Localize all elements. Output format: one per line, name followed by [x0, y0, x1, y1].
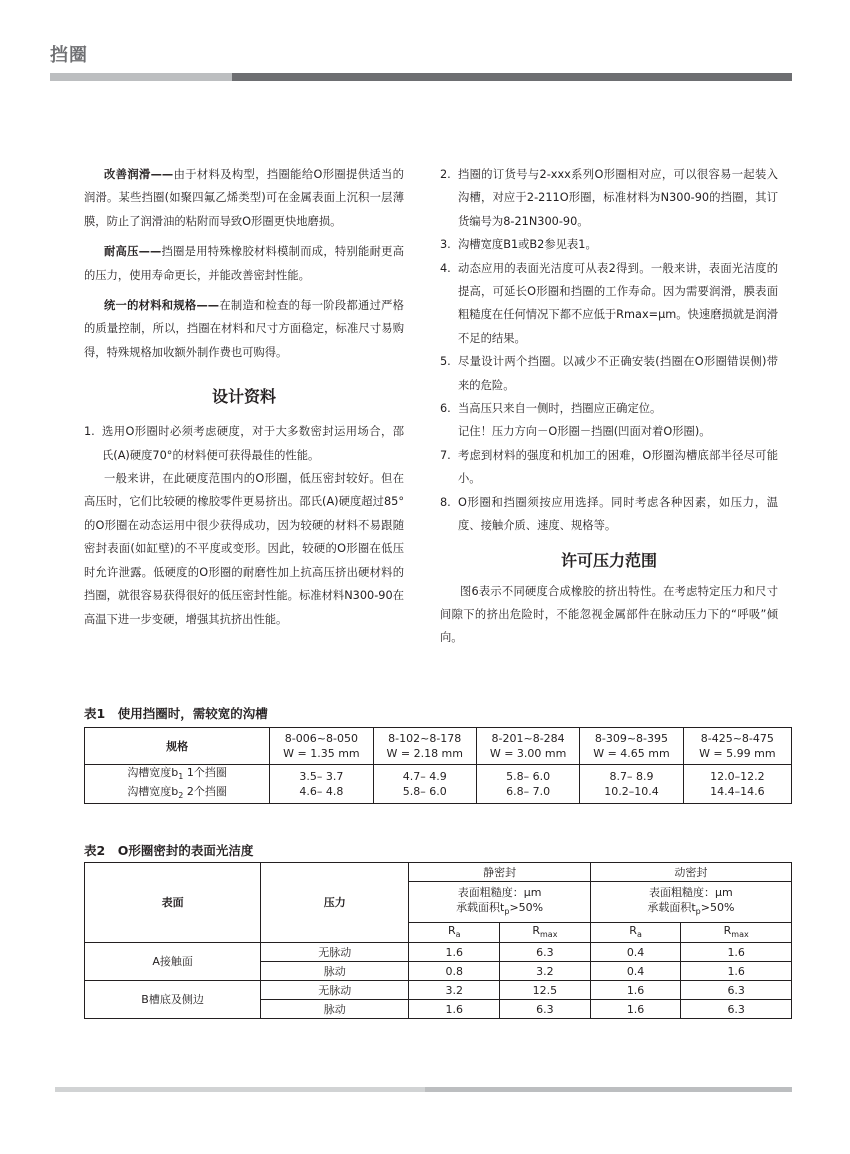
value-cell: 1.6 — [681, 962, 792, 981]
surface-header: 表面 — [85, 863, 261, 943]
rmax-header: $R_{max}$ — [500, 923, 591, 943]
pressure-header: 压力 — [261, 863, 409, 943]
list-item-3: 3. 沟槽宽度B1或B2参见表1。 — [440, 238, 597, 252]
note-pressure-direction: 记住！压力方向－O形圈－挡圈(凹面对着O形圈)。 — [458, 425, 711, 439]
header-rule-dark — [232, 73, 792, 81]
value-cell: 3.2 — [500, 962, 591, 981]
table1-size-cell: 8-102~8-178 W = 2.18 mm — [373, 728, 476, 765]
value-cell: 1.6 — [681, 943, 792, 962]
value-cell: 3.2 — [409, 981, 500, 1000]
paragraph-lubrication — [84, 163, 404, 233]
text-materials: 在制造和检查的每一阶段都通过严格的质量控制，所以，挡圈在材料和尺寸方面稳定，标准尺寸易购得，特殊规格加收额外制作费也可购得。 — [84, 299, 404, 359]
table1-size-cell: 8-309~8-395 W = 4.65 mm — [580, 728, 683, 765]
list-item-6: 6. 当高压只来自一侧时，挡圈应正确定位。 — [440, 402, 662, 416]
value-cell: 6.3 — [500, 943, 591, 962]
paragraph-extrusion: 图6表示不同硬度合成橡胶的挤出特性。在考虑特定压力和尺寸间隙下的挤出危险时，不能忽视金属部件在脉动压力下的“呼吸”倾向。 — [440, 584, 778, 645]
value-cell: 1.6 — [409, 943, 500, 962]
table1-header-row — [85, 728, 792, 765]
groove-width-cell: 4.7– 4.9 5.8– 6.0 — [373, 765, 476, 804]
paragraph-high-pressure — [84, 240, 404, 287]
ra-header: $R_a$ — [590, 923, 681, 943]
footer-rule-dark — [425, 1087, 792, 1092]
list-item-5: 5. 尽量设计两个挡圈。以减少不正确安装(挡圈在O形圈错误侧)带来的危险。 — [440, 355, 778, 392]
value-cell: 1.6 — [590, 1000, 681, 1019]
value-cell: 6.3 — [681, 981, 792, 1000]
table1-title: 表1 使用挡圈时，需较宽的沟槽 — [84, 706, 268, 721]
value-cell: 1.6 — [590, 981, 681, 1000]
table1 — [84, 727, 792, 804]
pressure-cell: 脉动 — [261, 962, 409, 981]
groove-width-cell: 3.5– 3.7 4.6– 4.8 — [270, 765, 373, 804]
text-lubrication: 由于材料及构型，挡圈能给O形圈提供适当的润滑。某些挡圈(如聚四氟乙烯类型)可在金属表面上沉积一层薄膜，防止了润滑油的粘附而导致O形圈更快地磨损。 — [84, 168, 404, 228]
table1-groove-row — [85, 765, 792, 804]
table-row — [85, 981, 792, 1000]
left-column — [84, 163, 404, 631]
groove-width-cell: 5.8– 6.0 6.8– 7.0 — [476, 765, 579, 804]
section-title-design: 设计资料 — [211, 387, 276, 407]
footer-rule-light — [55, 1087, 425, 1092]
value-cell: 12.5 — [500, 981, 591, 1000]
paragraph-hardness: 一般来讲，在此硬度范围内的O形圈，低压密封较好。但在高压时，它们比较硬的橡胶零件更易挤出。邵氏(A)硬度超过85°的O形圈在动态运用中很少获得成功，因为较硬的材料不易跟随密封表面(如缸壁)的不平度或变形。因此，较硬的O形圈在低压时允许泄露。低硬度的O形圈的耐磨性加上抗高压挤出硬材料的挡圈，就很容易获得很好的低压密封性能。标准材料N300-90在高温下进一步变硬，增强其抗挤出性能。 — [84, 472, 404, 626]
spec-header: 规格 — [85, 728, 270, 765]
table1-size-cell: 8-006~8-050 W = 1.35 mm — [270, 728, 373, 765]
groove-width-cell: 12.0–12.2 14.4–14.6 — [683, 765, 791, 804]
rmax-header: $R_{max}$ — [681, 923, 792, 943]
static-seal-header: 静密封 — [409, 863, 590, 882]
list-item-4: 4. 动态应用的表面光洁度可从表2得到。一般来讲，表面光洁度的提高，可延长O形圈和挡圈的工作寿命。因为需要润滑，膜表面粗糙度在任何情况下都不应低于Rmax=μm。快速磨损就是润滑不足的结果。 — [440, 261, 778, 345]
header-rule-light — [50, 73, 232, 81]
surface-cell: A接触面 — [85, 943, 261, 981]
section-title-pressure: 许可压力范围 — [560, 550, 657, 570]
value-cell: 6.3 — [681, 1000, 792, 1019]
table2 — [84, 862, 792, 1019]
value-cell: 0.4 — [590, 943, 681, 962]
dynamic-roughness-label: 表面粗糙度：μm 承载面积$t_p>50\%$ — [590, 882, 791, 923]
list-item-2: 2. 挡圈的订货号与2-xxx系列O形圈相对应，可以很容易一起装入沟槽，对应于2-211O形圈，标准材料为N300-90的挡圈，其订货编号为8-21N300-90。 — [440, 168, 778, 228]
paragraph-materials — [84, 294, 404, 364]
pressure-cell: 无脉动 — [261, 981, 409, 1000]
lead-materials: 统一的材料和规格—— — [104, 299, 220, 313]
lead-high-pressure: 耐高压—— — [104, 245, 162, 259]
ra-header: $R_a$ — [409, 923, 500, 943]
table1-size-cell: 8-201~8-284 W = 3.00 mm — [476, 728, 579, 765]
table1-size-cell: 8-425~8-475 W = 5.99 mm — [683, 728, 791, 765]
list-item-1: 1. 选用O形圈时必须考虑硬度，对于大多数密封运用场合，邵氏(A)硬度70°的材料便可获得最佳的性能。 — [84, 425, 404, 462]
lead-lubrication: 改善润滑—— — [104, 168, 174, 181]
value-cell: 0.4 — [590, 962, 681, 981]
right-column — [440, 163, 778, 650]
value-cell: 6.3 — [500, 1000, 591, 1019]
groove-width-cell: 8.7– 8.9 10.2–10.4 — [580, 765, 683, 804]
groove-width-labels: 沟槽宽度$b_1$ 1个挡圈 沟槽宽度$b_2$ 2个挡圈 — [85, 765, 270, 804]
list-item-7: 7. 考虑到材料的强度和机加工的困难，O形圈沟槽底部半径尽可能小。 — [440, 448, 778, 486]
table-row — [85, 943, 792, 962]
surface-cell: B槽底及侧边 — [85, 981, 261, 1019]
table2-title: 表2 O形圈密封的表面光洁度 — [84, 843, 254, 858]
list-item-8: 8. O形圈和挡圈须按应用选择。同时考虑各种因素，如压力，温度、接触介质、速度、规格等。 — [440, 495, 778, 533]
value-cell: 0.8 — [409, 962, 500, 981]
pressure-cell: 无脉动 — [261, 943, 409, 962]
dynamic-seal-header: 动密封 — [590, 863, 791, 882]
pressure-cell: 脉动 — [261, 1000, 409, 1019]
page-title: 挡圈 — [50, 45, 88, 66]
value-cell: 1.6 — [409, 1000, 500, 1019]
text-high-pressure: 挡圈是用特殊橡胶材料模制而成，特别能耐更高的压力，使用寿命更长，并能改善密封性能。 — [84, 245, 404, 282]
static-roughness-label: 表面粗糙度：μm 承载面积$t_p>50\%$ — [409, 882, 590, 923]
